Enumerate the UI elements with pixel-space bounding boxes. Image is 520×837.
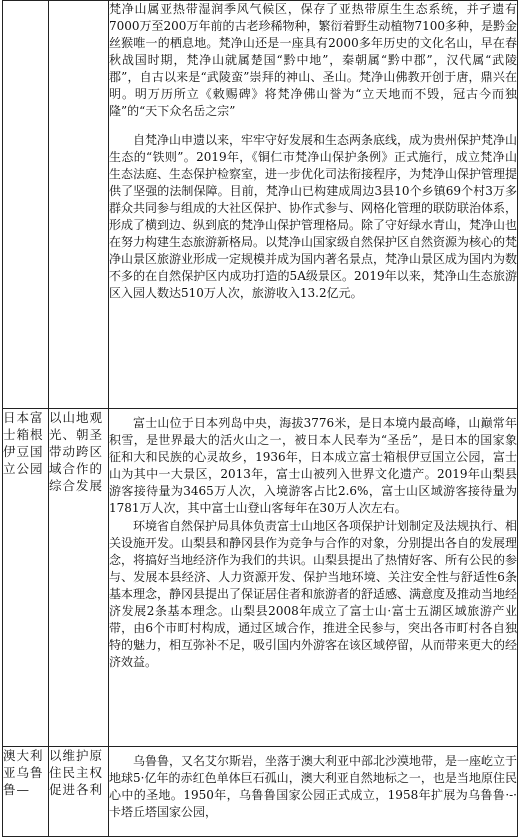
table-row: [3, 747, 518, 837]
paragraph: 自梵净山申遗以来，牢牢守好发展和生态两条底线，成为贵州保护梵净山生态的“铁则”。2019年，《铜仁市梵净山保护条例》正式施行，成立梵净山生态法庭、生态保护检察室，进一步优化司法衔接程序，为梵净山保护管理提供了坚强的法制保障。目前，梵净山已构建成周边3县10个乡镇69个村3万多群众共同参与组成的大社区保护、协作式参与、网格化管理的联防联治体系，形成了横到边、纵到底的梵净山保护管理格局。除了守好绿水青山，梵净山也在努力构建生态旅游新格局。以梵净山国家级自然保护区自然资源为核心的梵净山景区旅游业形成一定规模并成为国内著名景点，梵净山景区成为国内为数不多的在自然保护区内成功打造的5A级景区。2019年以来，梵净山生态旅游区入园人数达510万人次，旅游收入13.2亿元。: [109, 133, 518, 300]
description-cell: [109, 409, 518, 747]
park-name-cell: 澳大利亚乌鲁鲁—: [3, 747, 49, 837]
paragraph: 乌鲁鲁，又名艾尔斯岩，坐落于澳大利亚中部北沙漠地带，是一座屹立于地球5·亿年的赤红色单体巨石孤山，澳大利亚自然地标之一，也是当地原住民心中的圣地。1950年，乌鲁鲁国家公园正式成立，1958年扩展为乌鲁鲁·-·卡塔丘塔国家公园，: [109, 754, 518, 819]
description-cell: [109, 1, 518, 409]
description-cell: [109, 747, 518, 837]
park-name-cell: [3, 1, 49, 409]
development-mode-cell: [49, 1, 109, 409]
development-mode-cell: 以维护原住民主权促进各利: [49, 747, 109, 837]
paragraph: 梵净山属亚热带湿润季风气候区，保存了亚热带原生生态系统，并孑遗有7000万至200万年前的古老珍稀物种，繁衍着野生动植物7100多种，是黔金丝猴唯一的栖息地。梵净山还是一座具有2000多年历史的文化名山，早在春秋战国时期，梵净山就属楚国“黔中地”，秦朝属“黔中郡”，汉代属“武陵郡”，自古以来是“武陵蛮”崇拜的神山、圣山。梵净山佛教开创于唐，鼎兴在明。明万历所立《敕赐碑》将梵净佛山誉为“立天地而不毁，冠古今而独隆”的“天下众名岳之宗”: [109, 2, 517, 118]
content-table: [2, 0, 518, 837]
development-mode-cell: 以山地观光、朝圣带动跨区域合作的综合发展: [49, 409, 109, 747]
paragraph: 环境省自然保护局具体负责富士山地区各项保护计划制定及法规执行、相关设施开发。山梨县和静冈县作为竞争与合作的对象，分别提出各自的发展理念，将搞好当地经济作为我们的共识。山梨县提出了热情好客、所有公民的参与、发展本县经济、人力资源开发、保护当地环境、关注安全性与舒适性6条基本理念，静冈县提出了保证居住者和旅游者的舒适感、满意度及推动当地经济发展2条基本理念。山梨县2008年成立了富士山·富士五湖区域旅游产业带，由6个市町村构成，通过区域合作，推进全民参与，突出各市町村各自独特的魅力，相互弥补不足，吸引国内外游客在该区域停留，从而带来更大的经济效益。: [109, 519, 518, 669]
park-name-cell: 日本富士箱根伊豆国立公园: [3, 409, 49, 747]
paragraph: 富士山位于日本列岛中央，海拔3776米，是日本境内最高峰，山巅常年积雪，是世界最大的活火山之一，被日本人民奉为“圣岳”，是日本的国家象征和大和民族的心灵故乡，1936年，日本成立富士箱根伊豆国立公园，富士山为其中一大景区，2013年，富士山被列入世界文化遗产。2019年山梨县游客接待量为3465万人次，入境游客占比2.6%，富士山区域游客接待量为1781万人次，其中富士山登山客每年在30万人次左右。: [109, 416, 517, 515]
table-row: [3, 1, 518, 409]
table-row: [3, 409, 518, 747]
